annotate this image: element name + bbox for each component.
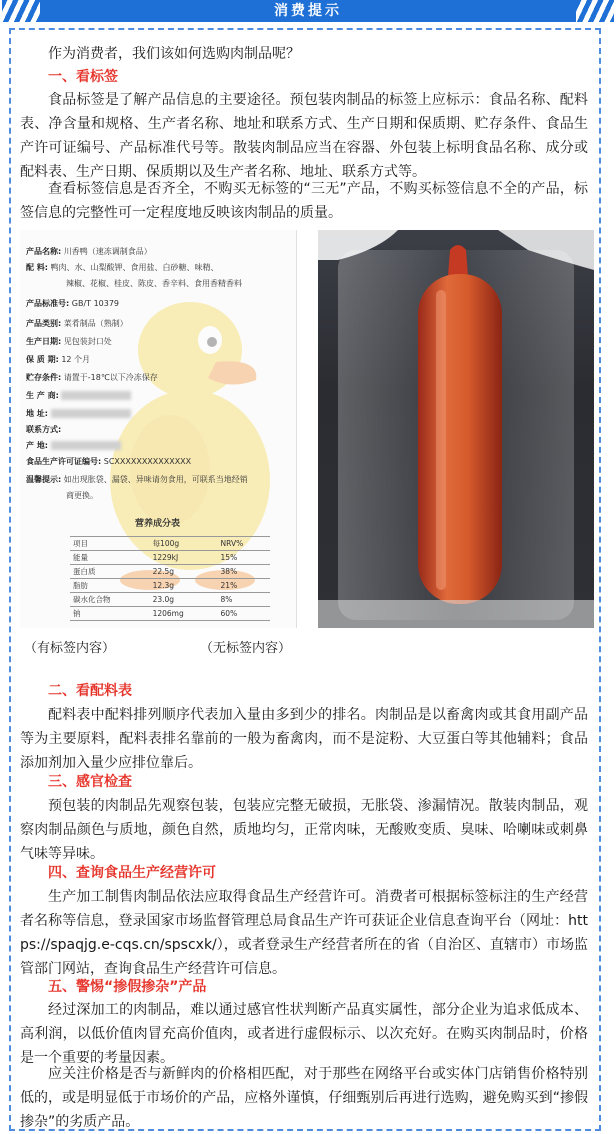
section-4-paragraph: 生产加工制售肉制品依法应取得食品生产经营许可。消费者可根据标签标注的生产经营者名称等信息，登录国家市场监督管理总局食品生产许可获证企业信息查询平台（网址：https://spaqjg.e-cqs.cn/spscxk/），或者登录生产经营者所在的省（自治区、直辖市）市场监管部门网站，查询食品生产经营许可信息。 [20, 889, 588, 977]
label-type-value: 菜肴制品（熟制） [63, 319, 128, 328]
label-maker-key: 生 产 商: [26, 391, 59, 400]
intro-text: 作为消费者，我们该如何选购肉制品呢？ [48, 46, 300, 62]
label-name-key: 产品名称: [26, 247, 62, 256]
label-maker-row [26, 388, 131, 404]
blurred-address [51, 409, 131, 418]
labeled-package-image [20, 230, 297, 628]
label-origin-row [26, 438, 121, 454]
nutrition-cell: 1229kJ [150, 551, 218, 565]
label-storage-row [26, 370, 158, 386]
label-standard-value: GB/T 10379 [71, 299, 120, 308]
label-name-row [26, 244, 152, 260]
caption-unlabeled: （无标签内容） [200, 641, 292, 656]
nutrition-table [70, 536, 270, 621]
nutrition-cell: 能量 [70, 551, 150, 565]
label-date-key: 生产日期: [26, 337, 62, 346]
sausage-photo [318, 230, 594, 628]
nutrition-cell: 脂肪 [70, 579, 150, 593]
label-address-row [26, 406, 131, 422]
nutrition-cell: 蛋白质 [70, 565, 150, 579]
label-type-key: 产品类别: [26, 319, 62, 328]
label-contact-key: 联系方式: [26, 425, 62, 434]
section-5-paragraph-2: 应关注价格是否与新鲜肉的价格相匹配，对于那些在网络平台或实体门店销售价格特别低的，或是明显低于市场价的产品，应格外谨慎，仔细甄别后再进行选购，避免购买到“掺假掺杂”的劣质产品。 [20, 1066, 588, 1130]
label-license-value: SCXXXXXXXXXXXXXX [103, 457, 192, 466]
label-origin-key: 产 地: [26, 441, 48, 450]
section-5-heading: 五、警惕“掺假掺杂”产品 [48, 979, 207, 995]
section-2-heading: 二、看配料表 [48, 683, 132, 699]
label-standard-row [26, 296, 119, 312]
nutrition-row [70, 579, 270, 593]
label-shelf-key: 保 质 期: [26, 355, 59, 364]
label-storage-value: 请置于-18℃以下冷冻保存 [63, 373, 158, 382]
section-4-heading: 四、查询食品生产经营许可 [48, 865, 216, 881]
label-tip-key: 温馨提示: [26, 475, 62, 484]
section-1-paragraph-2: 查看标签信息是否齐全，不购买无标签的“三无”产品，不购买标签信息不全的产品，标签信息的完整性可一定程度地反映该肉制品的质量。 [20, 181, 588, 221]
nutrition-row [70, 565, 270, 579]
nutrition-table-title: 营养成分表 [135, 519, 181, 529]
nutrition-cell: 23.0g [150, 593, 218, 607]
section-1-paragraph-1: 食品标签是了解产品信息的主要途径。预包装肉制品的标签上应标示：食品名称、配料表、净含量和规格、生产者名称、地址和联系方式、生产日期和保质期、贮存条件、食品生产许可证编号、产品标准代号等。散装肉制品应当在容器、外包装上标明食品名称、成分或配料表、生产日期、保质期以及生产者名称、地址、联系方式等。 [20, 92, 588, 180]
label-tip-row [26, 472, 248, 488]
nutrition-cell: 21% [218, 579, 270, 593]
unlabeled-package-image [318, 230, 594, 628]
label-ingredients-key: 配 料: [26, 263, 48, 272]
nutrition-cell: 碳水化合物 [70, 593, 150, 607]
nutrition-header-cell: 项目 [70, 537, 150, 551]
label-tip-value-1: 如出现胀袋、漏袋、异味请勿食用，可联系当地经销 [63, 475, 248, 484]
label-ingredients-row [26, 260, 219, 276]
label-standard-key: 产品标准号: [26, 299, 70, 308]
label-date-row [26, 334, 112, 350]
nutrition-cell: 12.3g [150, 579, 218, 593]
label-ingredients-row-2: 辣椒、花椒、桂皮、陈皮、香辛料、食用香精香料 [66, 279, 242, 288]
nutrition-cell: 15% [218, 551, 270, 565]
nutrition-header-cell: 每100g [150, 537, 218, 551]
nutrition-cell: 1206mg [150, 607, 218, 621]
nutrition-header-cell: NRV% [218, 537, 270, 551]
caption-labeled: （有标签内容） [24, 641, 116, 656]
nutrition-row [70, 593, 270, 607]
section-banner [0, 0, 616, 22]
label-tip-row-2: 商更换。 [66, 491, 98, 500]
label-shelf-row [26, 352, 90, 368]
section-2-paragraph: 配料表中配料排列顺序代表加入量由多到少的排名。肉制品是以畜禽肉或其食用副产品等为主要原料，配料表排名靠前的一般为畜禽肉，而不是淀粉、大豆蛋白等其他辅料；食品添加剂加入量少应排位靠后。 [20, 707, 588, 771]
nutrition-row [70, 607, 270, 621]
banner-title: 消费提示 [274, 3, 342, 19]
label-date-value: 见包装封口处 [63, 337, 112, 346]
label-contact-row [26, 422, 61, 438]
label-shelf-value: 12 个月 [61, 355, 91, 364]
nutrition-row [70, 551, 270, 565]
nutrition-cell: 22.5g [150, 565, 218, 579]
section-1-heading: 一、看标签 [48, 69, 118, 85]
label-name-value: 川香鸭（速冻调制食品） [63, 247, 152, 256]
label-license-row [26, 454, 191, 470]
section-3-heading: 三、感官检查 [48, 774, 132, 790]
section-3-paragraph: 预包装的肉制品先观察包装，包装应完整无破损，无胀袋、渗漏情况。散装肉制品，观察肉制品颜色与质地，颜色自然，质地均匀，正常肉味，无酸败变质、臭味、哈喇味或刺鼻气味等异味。 [20, 798, 588, 862]
label-ingredients-value-1: 鸭肉、水、山梨酸钾、食用盐、白砂糖、味精、 [50, 263, 219, 272]
label-storage-key: 贮存条件: [26, 373, 62, 382]
nutrition-cell: 钠 [70, 607, 150, 621]
blurred-maker [61, 391, 131, 400]
label-address-key: 地 址: [26, 409, 48, 418]
label-license-key: 食品生产许可证编号: [26, 457, 102, 466]
nutrition-cell: 60% [218, 607, 270, 621]
nutrition-header-row [70, 537, 270, 551]
nutrition-cell: 38% [218, 565, 270, 579]
section-5-paragraph-1: 经过深加工的肉制品，难以通过感官性状判断产品真实属性，部分企业为追求低成本、高利润，以低价值肉冒充高价值肉，或者进行虚假标示、以次充好。在购买肉制品时，价格是一个重要的考量因素。 [20, 1002, 588, 1066]
label-type-row [26, 316, 128, 332]
blurred-origin [51, 441, 121, 450]
nutrition-cell: 8% [218, 593, 270, 607]
